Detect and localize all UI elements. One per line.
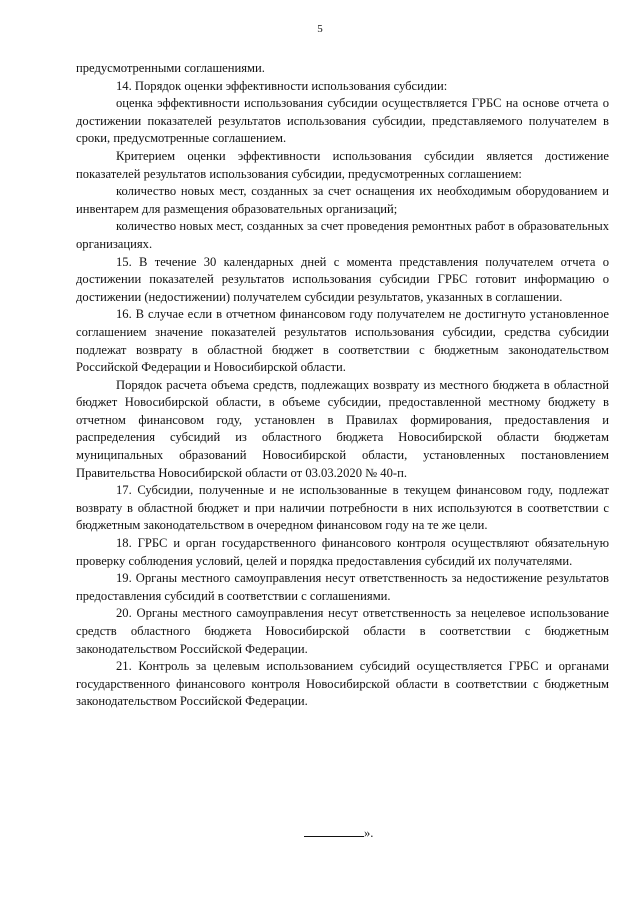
paragraph-evaluation: оценка эффективности использования субсидии осуществляется ГРБС на основе отчета о достижении показателей результатов использования субсидии, представляемого получателем в сроки, предусмотренные соглашением. bbox=[76, 96, 609, 146]
paragraph-16: 16. В случае если в отчетном финансовом году получателем не достигнуто установленное соглашением значение показателей результатов использования субсидии, средства субсидии подлежат возврату в областной бюджет в соответствии с бюджетным законодательством Российской Федерации и Новосибирской области. bbox=[76, 307, 609, 375]
paragraph-15: 15. В течение 30 календарных дней с момента представления получателем отчета о достижении показателей результатов использования субсидии ГРБС готовит информацию о достижении (недостижении) получателем субсидии результатов, указанных в соглашении. bbox=[76, 254, 609, 304]
paragraph-criterion-repairs: количество новых мест, созданных за счет проведения ремонтных работ в образовательных организациях. bbox=[76, 219, 609, 251]
paragraph-criterion-equipment: количество новых мест, созданных за счет оснащения их необходимым оборудованием и инвентарем для размещения образовательных организаций; bbox=[76, 184, 609, 216]
paragraph-18: 18. ГРБС и орган государственного финансового контроля осуществляют обязательную проверку соблюдения условий, целей и порядка предоставления субсидий их получателями. bbox=[76, 536, 609, 568]
document-body bbox=[76, 60, 609, 711]
closing-line bbox=[304, 824, 373, 843]
paragraph-14-heading: 14. Порядок оценки эффективности использования субсидии: bbox=[116, 78, 448, 93]
paragraph-continuation: предусмотренными соглашениями. bbox=[76, 61, 265, 75]
paragraph-21: 21. Контроль за целевым использованием субсидий осуществляется ГРБС и органами государственного финансового контроля Новосибирской области в соответствии с бюджетным законодательством Российской Федерации. bbox=[76, 659, 609, 709]
paragraph-20: 20. Органы местного самоуправления несут ответственность за нецелевое использование средств областного бюджета Новосибирской области в соответствии с бюджетным законодательством Российской Федерации. bbox=[76, 606, 609, 656]
paragraph-refund-procedure: Порядок расчета объема средств, подлежащих возврату из местного бюджета в областной бюджет Новосибирской области, в объеме субсидии, предоставленной местному бюджету в отчетном финансовом году, установлен в Правилах формирования, предоставления и распределения субсидий из областного бюджета Новосибирской области бюджетам муниципальных образований Новосибирской области, установленных постановлением Правительства Новосибирской области от 03.03.2020 № 40-п. bbox=[76, 377, 609, 480]
paragraph-19: 19. Органы местного самоуправления несут ответственность за недостижение результатов предоставления субсидий в соответствии с соглашениями. bbox=[76, 571, 609, 603]
page-number: 5 bbox=[317, 23, 323, 35]
closing-quote-mark: ». bbox=[364, 826, 374, 840]
paragraph-17: 17. Субсидии, полученные и не использованные в текущем финансовом году, подлежат возврату в областной бюджет и при наличии потребности в них используются в соответствии с бюджетным законодательством в очередном финансовом году на те же цели. bbox=[76, 483, 609, 533]
paragraph-criterion: Критерием оценки эффективности использования субсидии является достижение показателей результатов использования субсидии, предусмотренных соглашением: bbox=[76, 148, 609, 181]
closing-underline bbox=[304, 824, 364, 837]
